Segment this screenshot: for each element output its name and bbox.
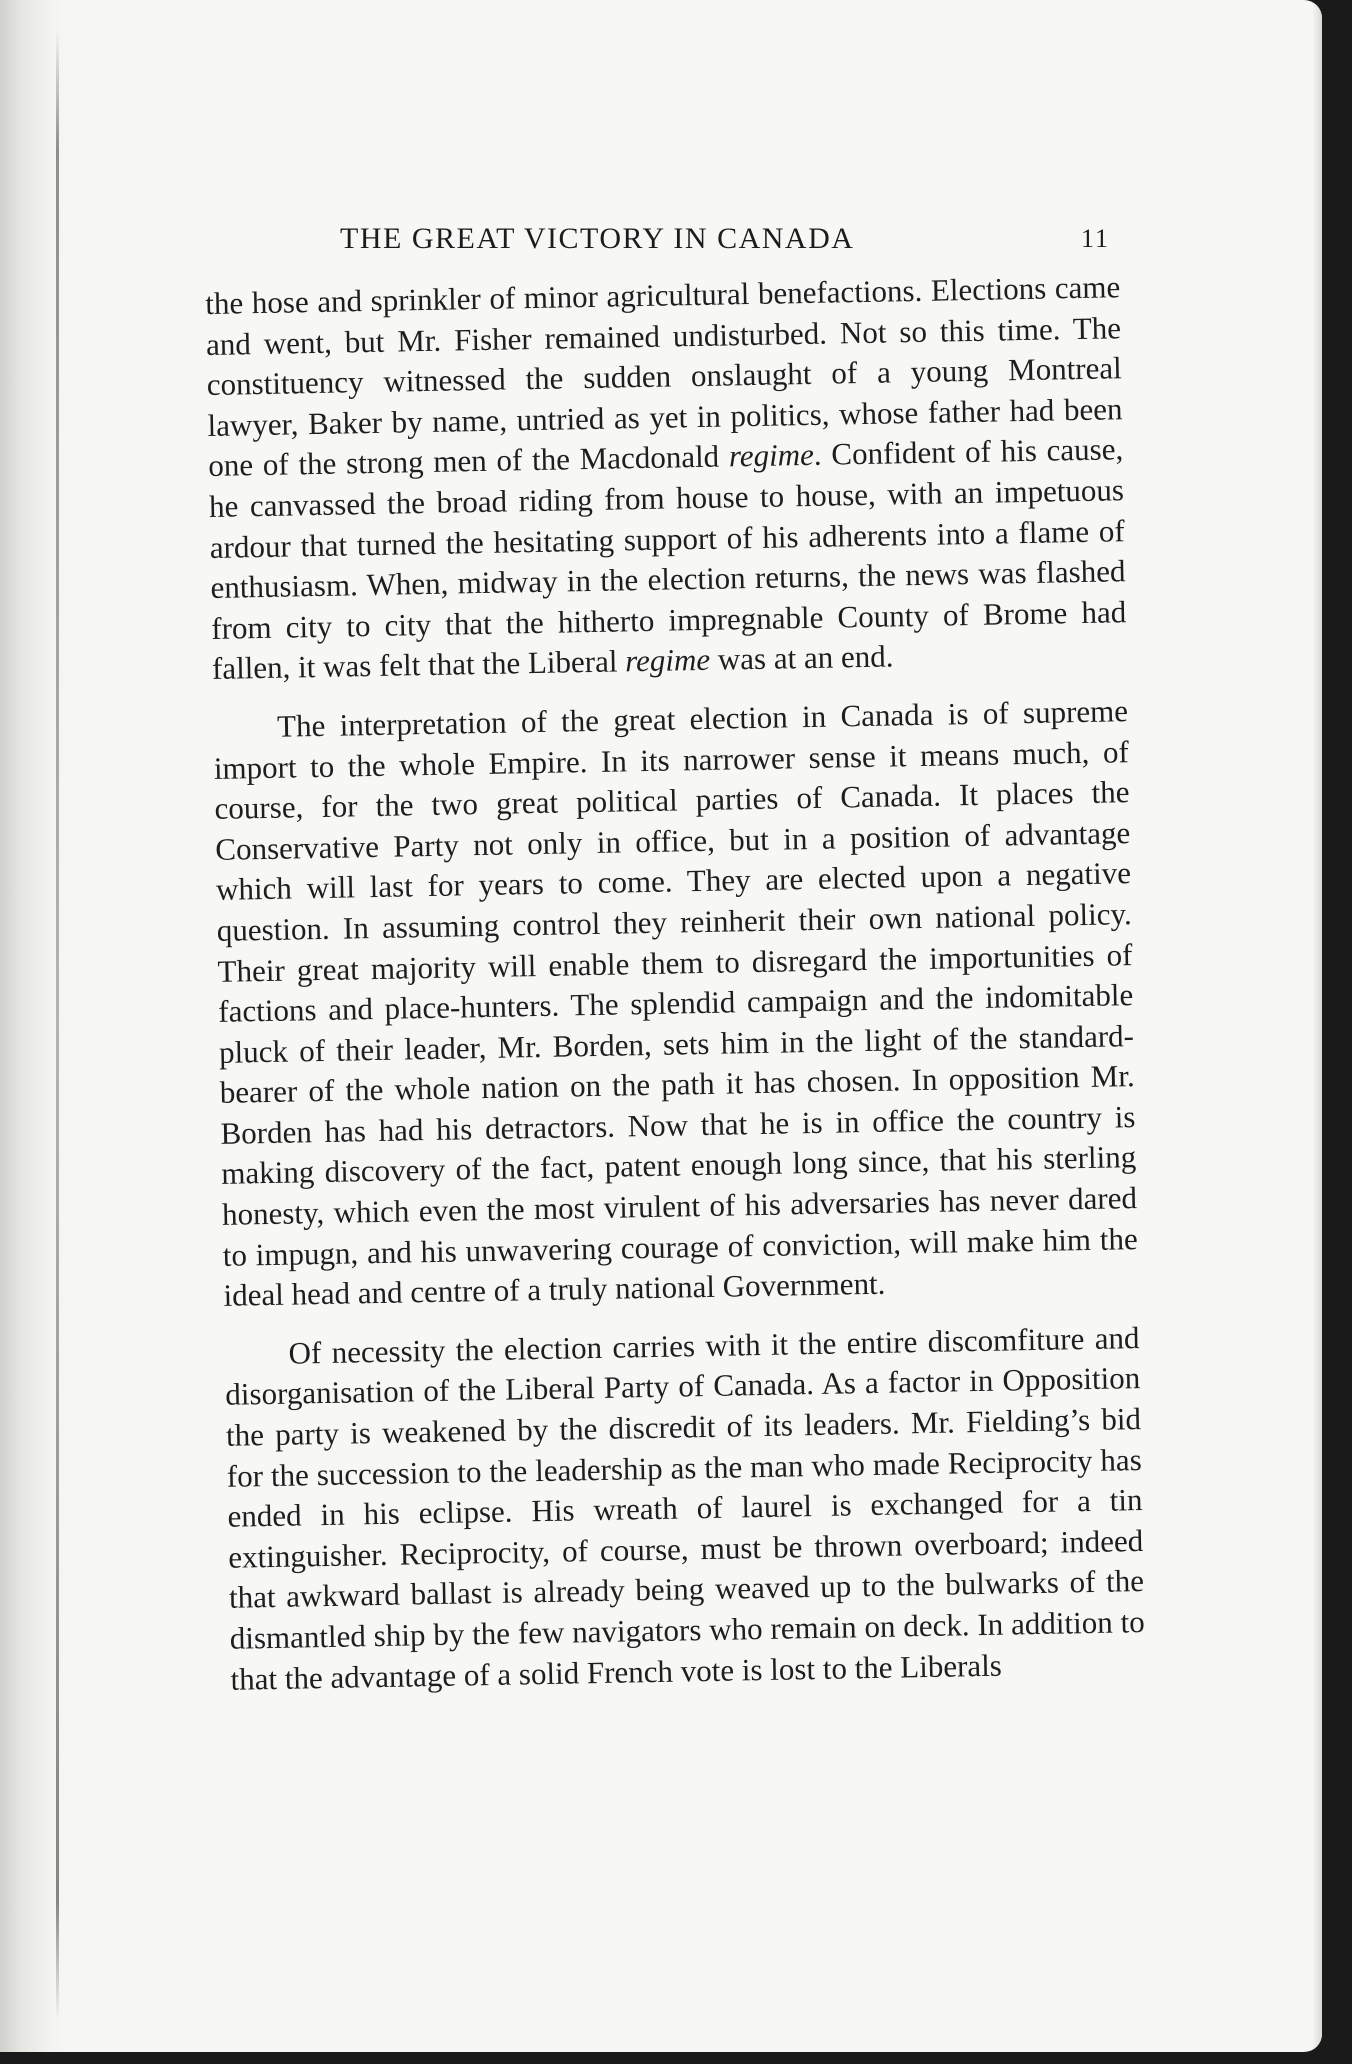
spine-fold-line	[56, 30, 59, 2020]
text-run: . Confident of his cause, he canvassed the broad riding from house to house, with an impetuous ardour that turned the hesitating support of his adherents into a flame of enthusiasm. When, midway in the election returns, the news was flashed from city to city that the hitherto impregnable County of Brome had fallen, it was felt that the Liberal	[208, 431, 1127, 687]
italic-word: regime	[624, 642, 711, 679]
page-header	[200, 222, 1120, 262]
spine-shadow	[0, 0, 72, 2052]
page-number: 11	[1080, 224, 1110, 253]
paragraph: Of necessity the election carries with it the entire discomfiture and disorganisation of the Liberal Party of Canada. As a factor in Opposition the party is weakened by the discredit of its leaders. Mr. Fielding’s bid for the succession to the leadership as the man who made Reciprocity has ended in his eclipse. His wreath of laurel is exchanged for a tin extinguisher. Reciprocity, of course, must be thrown overboard; indeed that awkward ballast is already being weaved up to the bulwarks of the dismantled ship by the few navigators who remain on deck. In addition to that the advantage of a solid French vote is lost to the Liberals	[225, 1319, 1145, 1697]
italic-word: regime	[728, 437, 815, 474]
running-head: THE GREAT VICTORY IN CANADA	[340, 222, 855, 255]
paragraph	[205, 267, 1127, 690]
text-run: was at an end.	[709, 638, 894, 678]
body-text	[205, 267, 1146, 1700]
paragraph: The interpretation of the great election in Canada is of supreme import to the whole Empire. In its narrower sense it means much, of course, for the two great political parties of Canada. It places the Conservative Party not only in office, but in a position of advantage which will last for years to come. They are elected upon a negative question. In assuming control they reinherit their own national policy. Their great majority will enable them to disregard the importunities of factions and place-hunters. The splendid campaign and the indomitable pluck of their leader, Mr. Borden, sets him in the light of the standard-bearer of the whole nation on the path it has chosen. In opposition Mr. Borden has had his detractors. Now that he is in office the country is making discovery of the fact, patent enough long since, that his sterling honesty, which even the most virulent of his adversaries has never dared to impugn, and his unwavering courage of conviction, will make him the ideal head and centre of a truly national Government.	[213, 693, 1138, 1314]
text-run: the hose and sprinkler of minor agricultural benefactions. Elections came and went, but Mr. Fisher remained undisturbed. Not so this time. The constituency witnessed the sudden onslaught of a young Montreal lawyer, Baker by name, untried as yet in politics, whose father had been one of the strong men of the Macdonald	[205, 269, 1123, 484]
page-edge-shadow	[1312, 0, 1322, 2052]
